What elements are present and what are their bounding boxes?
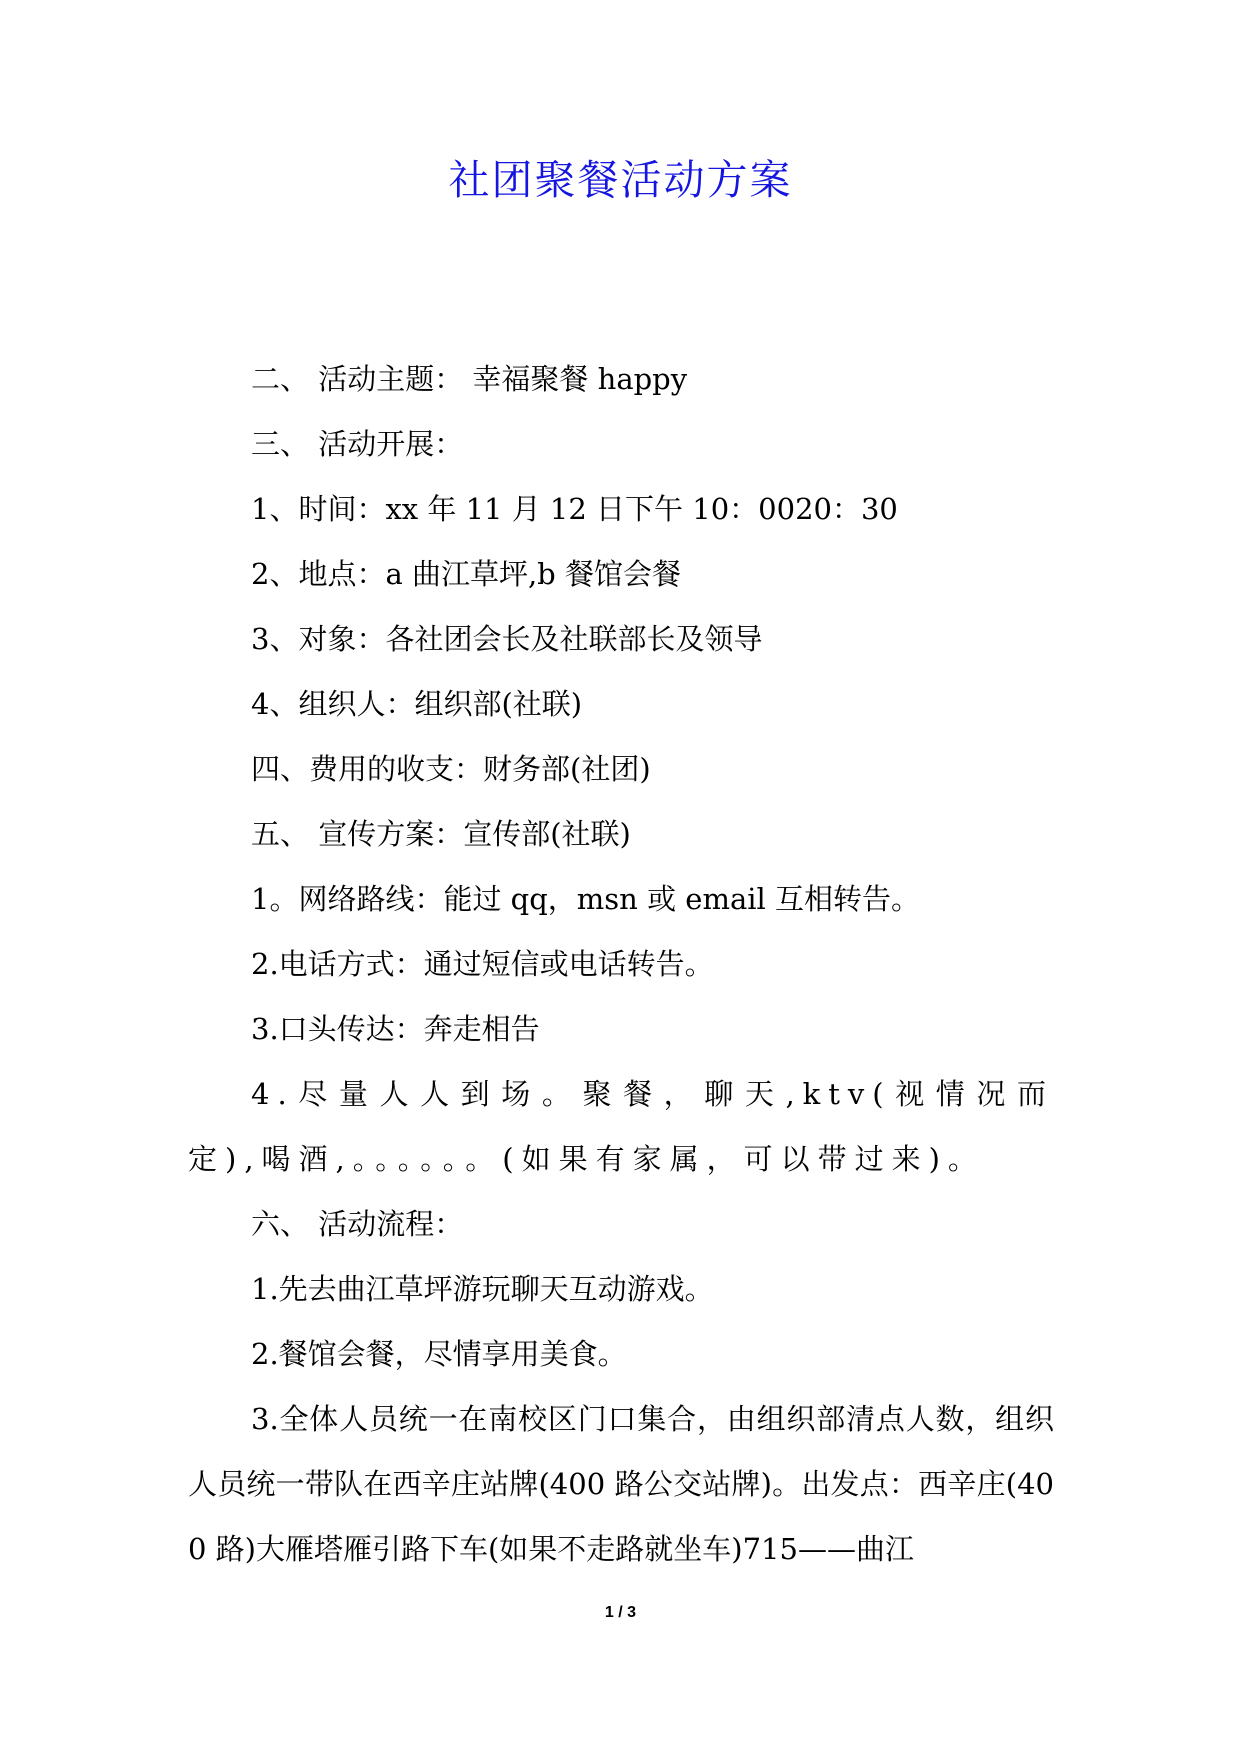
step-gathering-paragraph: 3.全体人员统一在南校区门口集合，由组织部清点人数，组织人员统一带队在西辛庄站牌(400 路公交站牌)。出发点：西辛庄(400 路)大雁塔雁引路下车(如果不走路就坐车)715——曲江	[188, 1402, 1054, 1566]
item-organizer: 4、组织人：组织部(社联)	[251, 687, 583, 721]
section-theme: 二、 活动主题： 幸福聚餐 happy	[251, 362, 688, 396]
step-dinner: 2.餐馆会餐，尽情享用美食。	[251, 1337, 627, 1371]
step-lawn: 1.先去曲江草坪游玩聊天互动游戏。	[251, 1272, 714, 1306]
section-expenses: 四、费用的收支：财务部(社团)	[251, 752, 651, 786]
section-process: 六、 活动流程：	[251, 1207, 464, 1241]
item-phone: 2.电话方式：通过短信或电话转告。	[251, 947, 714, 981]
page-number: 1 / 3	[604, 1604, 637, 1621]
page-title: 社团聚餐活动方案	[448, 156, 793, 204]
section-activity: 三、 活动开展：	[251, 427, 464, 461]
item-location: 2、地点：a 曲江草坪,b 餐馆会餐	[251, 557, 681, 591]
document-body	[188, 347, 1054, 1582]
section-publicity: 五、 宣传方案：宣传部(社联)	[251, 817, 631, 851]
item-network: 1。网络路线：能过 qq，msn 或 email 互相转告。	[251, 882, 921, 916]
item-attendance-paragraph: 4.尽量人人到场。聚餐，聊天,ktv(视情况而定),喝酒,。。。。。。(如果有家属，可以带过来)。	[188, 1077, 1054, 1176]
item-word-of-mouth: 3.口头传达：奔走相告	[251, 1012, 540, 1046]
item-time: 1、时间：xx 年 11 月 12 日下午 10：0020：30	[251, 492, 898, 526]
item-audience: 3、对象：各社团会长及社联部长及领导	[251, 622, 763, 656]
